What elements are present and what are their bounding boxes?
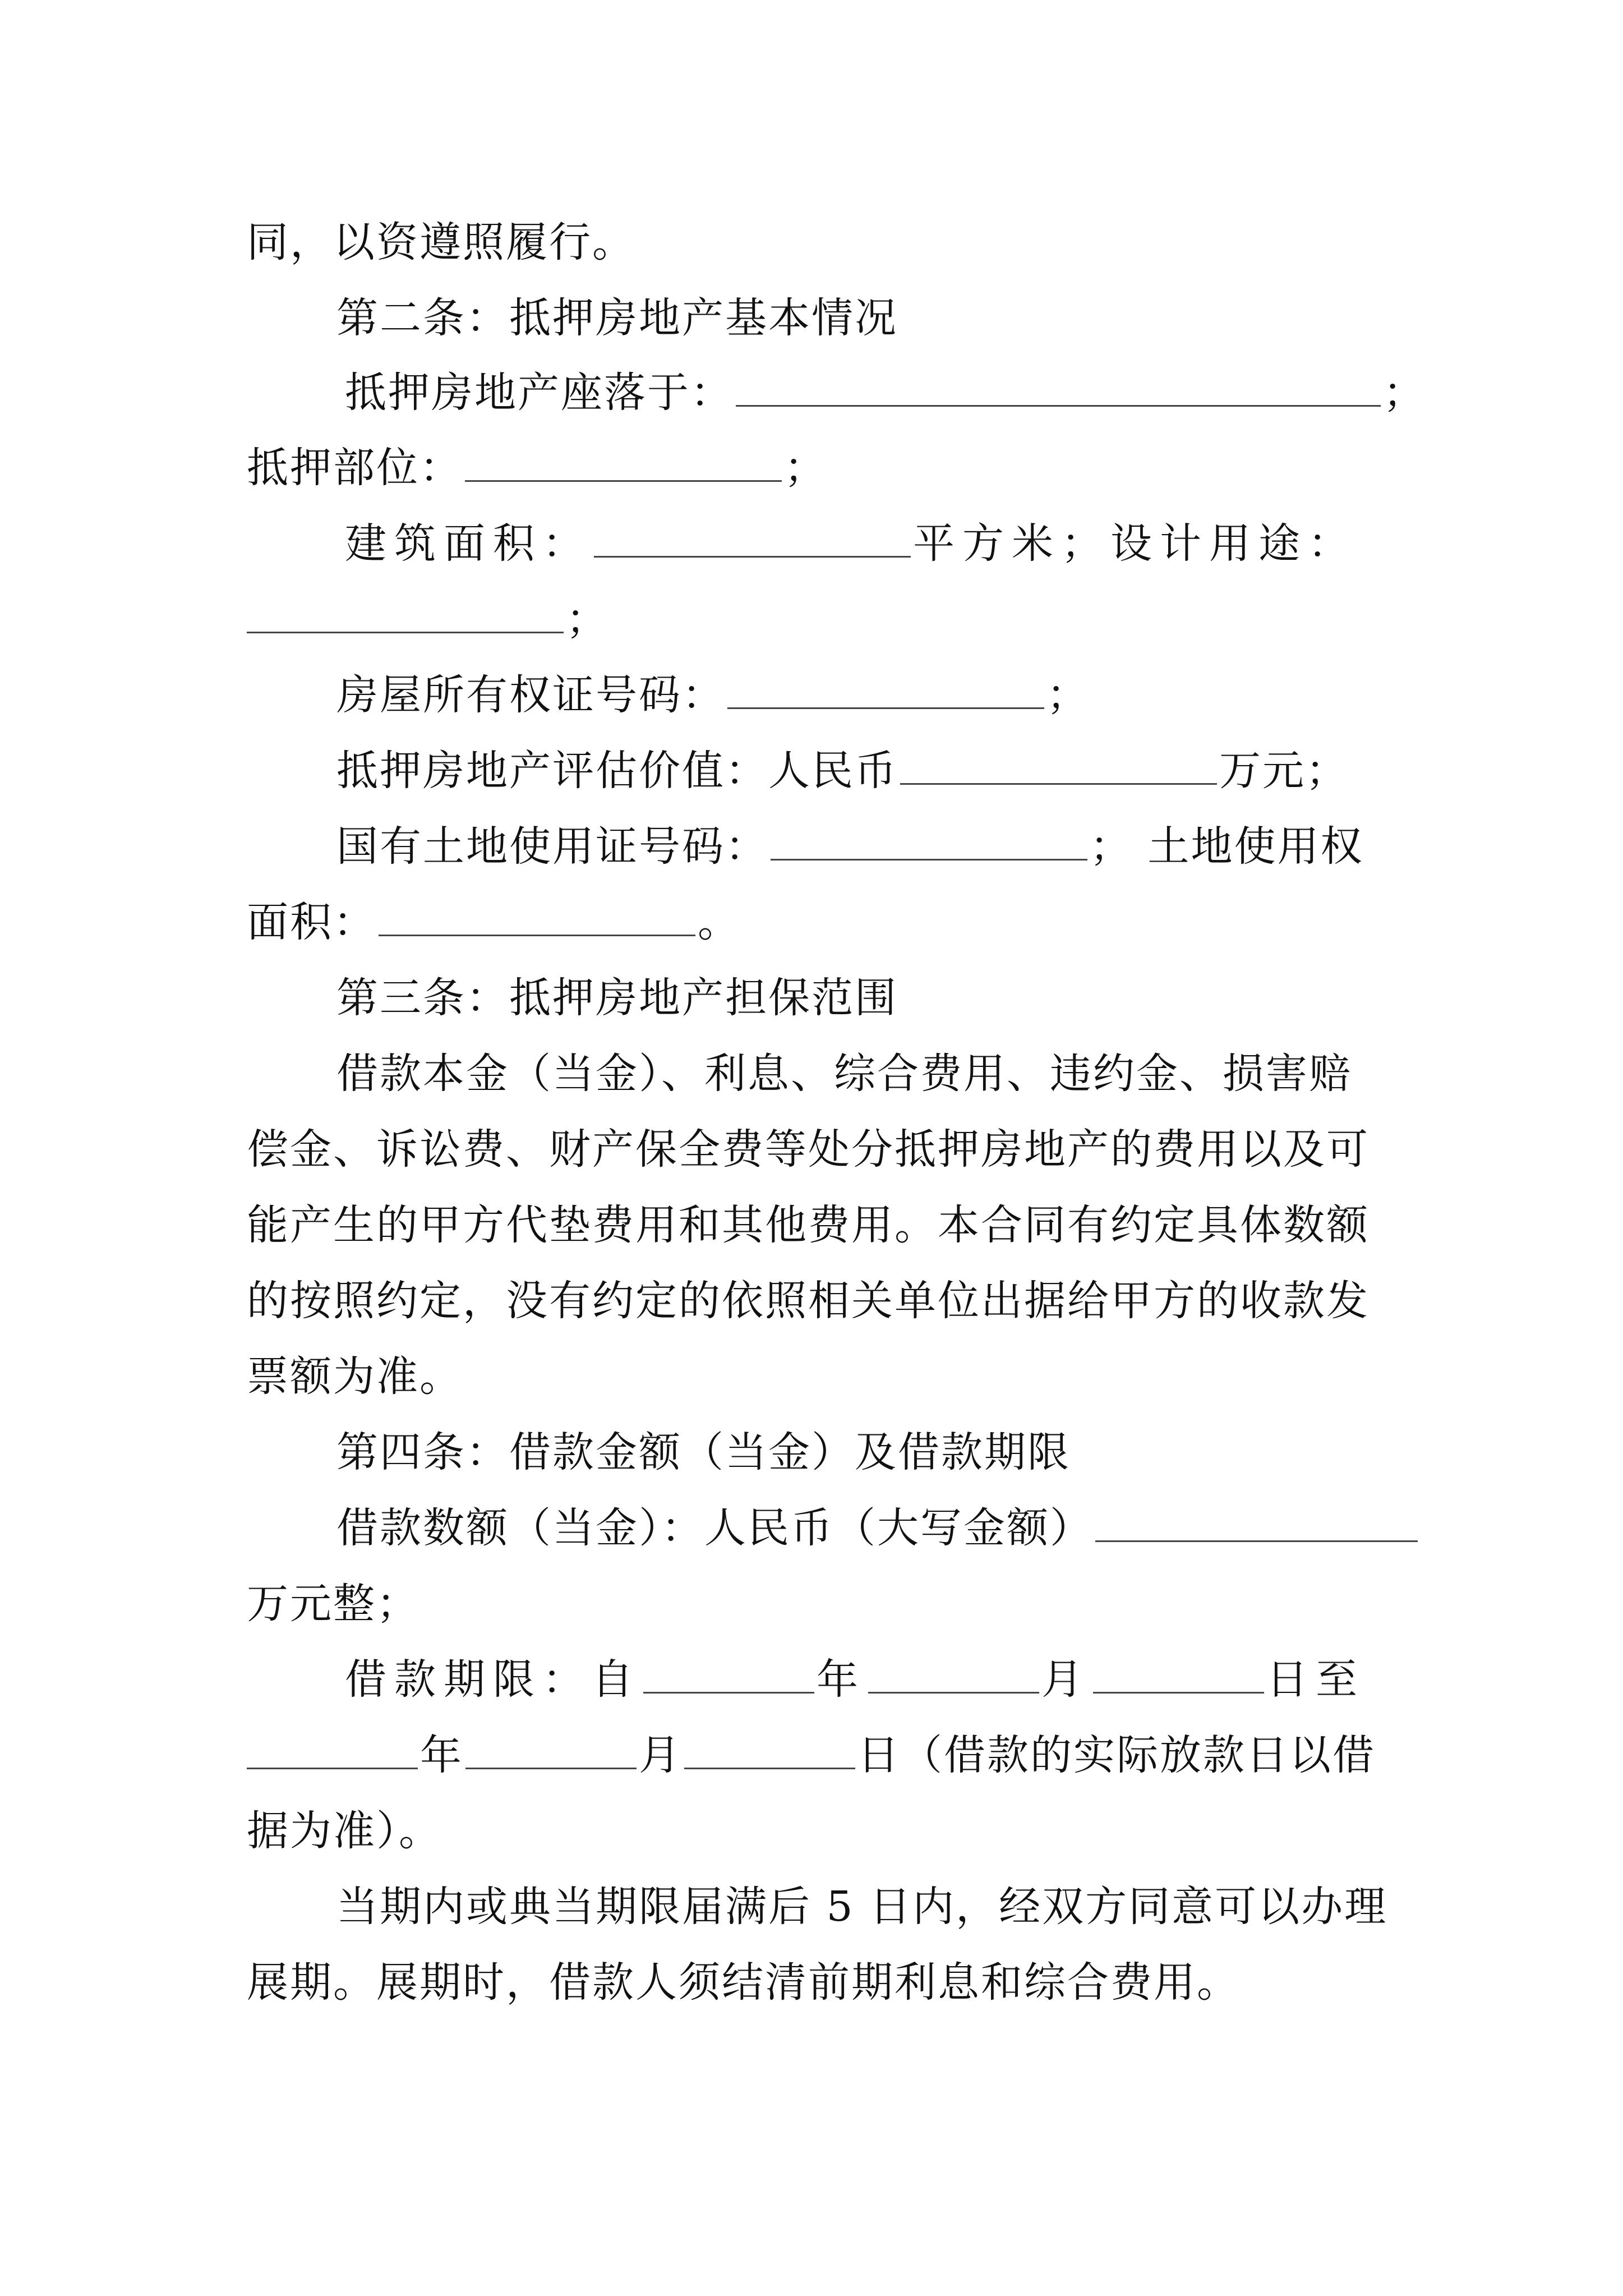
paragraph-line: 能产生的甲方代垫费用和其他费用。本合同有约定具体数额: [247, 1201, 1370, 1249]
month-label: 月: [1041, 1655, 1091, 1704]
mortgage-part-label: 抵押部位：: [247, 444, 463, 492]
mortgage-part-line: [247, 434, 1380, 501]
design-use-line: [247, 586, 1380, 653]
loan-amount-line: [336, 1494, 1380, 1562]
section-heading-3: 第三条：抵押房地产担保范围: [336, 974, 898, 1022]
year-label: 年: [817, 1655, 866, 1704]
land-area-label: 面积：: [247, 898, 376, 946]
end-year-blank[interactable]: [247, 1726, 418, 1769]
property-location-blank[interactable]: [736, 364, 1381, 407]
punctuation: ；: [784, 444, 827, 492]
paragraph-line: 票额为准。: [247, 1352, 463, 1401]
land-cert-blank[interactable]: [771, 817, 1087, 861]
loan-term-end-line: [247, 1722, 1380, 1789]
land-use-area-label: ； 土地使用权: [1090, 822, 1364, 871]
start-month-blank[interactable]: [868, 1650, 1039, 1694]
day-to-label: 日至: [1266, 1655, 1365, 1704]
building-area-label: 建筑面积：: [345, 519, 592, 568]
property-location-line: [345, 359, 1426, 426]
punctuation: 。: [698, 898, 741, 946]
land-cert-line: [336, 813, 1380, 880]
building-area-line: [345, 510, 1380, 577]
month-label: 月: [639, 1731, 682, 1779]
end-month-blank[interactable]: [465, 1726, 637, 1769]
appraisal-unit: 万元；: [1219, 747, 1349, 795]
appraisal-value-label: 抵押房地产评估价值：人民币: [336, 747, 898, 795]
paragraph-line: 据为准）。: [247, 1807, 442, 1855]
punctuation: ；: [1046, 671, 1090, 719]
loan-amount-unit: 万元整；: [247, 1580, 419, 1628]
land-cert-label: 国有土地使用证号码：: [336, 822, 768, 871]
loan-amount-label: 借款数额（当金）：人民币（大写金额）: [336, 1504, 1093, 1552]
paragraph-line: 当期内或典当期限届满后 5 日内，经双方同意可以办理: [336, 1883, 1388, 1931]
loan-term-line: [345, 1646, 1380, 1713]
section-heading-4: 第四条：借款金额（当金）及借款期限: [336, 1428, 1071, 1476]
land-area-line: [247, 889, 1380, 956]
paragraph-line: 借款本金（当金）、利息、综合费用、违约金、损害赔: [336, 1050, 1352, 1098]
loan-term-note: 日（借款的实际放款日以借: [857, 1731, 1376, 1779]
paragraph-line: 同，以资遵照履行。: [247, 218, 635, 266]
punctuation: ；: [566, 595, 609, 643]
end-day-blank[interactable]: [684, 1726, 855, 1769]
ownership-cert-label: 房屋所有权证号码：: [336, 671, 725, 719]
building-area-blank[interactable]: [594, 514, 911, 558]
punctuation: ；: [1383, 369, 1426, 417]
design-use-blank[interactable]: [247, 590, 564, 633]
loan-amount-blank[interactable]: [1095, 1499, 1418, 1542]
paragraph-line: 展期。展期时，借款人须结清前期利息和综合费用。: [247, 1958, 1240, 2007]
land-area-blank[interactable]: [379, 893, 695, 936]
appraisal-value-line: [336, 737, 1380, 804]
property-location-label: 抵押房地产座落于：: [345, 369, 734, 417]
paragraph-line: 的按照约定，没有约定的依照相关单位出据给甲方的收款发: [247, 1277, 1370, 1325]
design-use-label: 平方米；设计用途：: [913, 519, 1357, 568]
loan-term-label: 借款期限：自: [345, 1655, 641, 1704]
paragraph-line: 偿金、诉讼费、财产保全费等处分抵押房地产的费用以及可: [247, 1125, 1370, 1174]
year-label: 年: [420, 1731, 463, 1779]
start-day-blank[interactable]: [1093, 1650, 1264, 1694]
mortgage-part-blank[interactable]: [465, 439, 782, 482]
ownership-cert-blank[interactable]: [727, 666, 1044, 709]
start-year-blank[interactable]: [643, 1650, 814, 1694]
appraisal-value-blank[interactable]: [900, 742, 1217, 785]
section-heading-2: 第二条：抵押房地产基本情况: [336, 294, 898, 342]
ownership-cert-line: [336, 661, 1380, 729]
